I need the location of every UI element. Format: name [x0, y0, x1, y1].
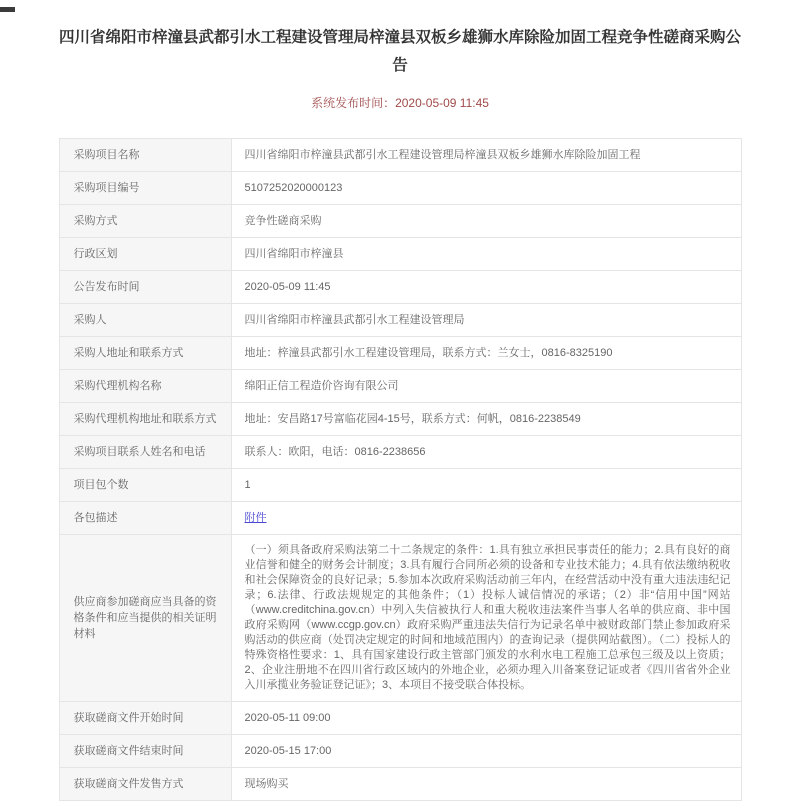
- table-row: [59, 271, 741, 304]
- publish-time-label: 系统发布时间：: [311, 96, 396, 110]
- publish-time-line: [0, 94, 800, 111]
- attachment-link[interactable]: 附件: [244, 512, 267, 524]
- row-label-doc-acquire-end: 获取磋商文件结束时间: [59, 735, 231, 768]
- table-row: [59, 304, 741, 337]
- corner-artifact-mark: [0, 7, 15, 12]
- row-label-purchaser-contact: 采购人地址和联系方式: [59, 337, 231, 370]
- row-value-project-name: 四川省绵阳市梓潼县武都引水工程建设管理局梓潼县双板乡雄狮水库除险加固工程: [231, 139, 741, 172]
- table-row: [59, 436, 741, 469]
- table-row: [59, 768, 741, 801]
- row-value-admin-region: 四川省绵阳市梓潼县: [231, 238, 741, 271]
- table-row: [59, 172, 741, 205]
- row-value-purchaser: 四川省绵阳市梓潼县武都引水工程建设管理局: [231, 304, 741, 337]
- row-label-supplier-qualification: 供应商参加磋商应当具备的资格条件和应当提供的相关证明材料: [59, 535, 231, 702]
- table-row: [59, 502, 741, 535]
- row-label-procurement-method: 采购方式: [59, 205, 231, 238]
- row-label-package-count: 项目包个数: [59, 469, 231, 502]
- table-row: [59, 337, 741, 370]
- row-value-project-number: 5107252020000123: [231, 172, 741, 205]
- row-value-doc-acquire-start: 2020-05-11 09:00: [231, 702, 741, 735]
- row-label-agency-name: 采购代理机构名称: [59, 370, 231, 403]
- announcement-info-table: [59, 138, 742, 801]
- table-row: [59, 403, 741, 436]
- row-value-agency-name: 绵阳正信工程造价咨询有限公司: [231, 370, 741, 403]
- table-row: [59, 469, 741, 502]
- row-label-project-name: 采购项目名称: [59, 139, 231, 172]
- row-label-project-number: 采购项目编号: [59, 172, 231, 205]
- row-label-doc-sale-method: 获取磋商文件发售方式: [59, 768, 231, 801]
- row-value-announce-time: 2020-05-09 11:45: [231, 271, 741, 304]
- table-row: [59, 238, 741, 271]
- row-value-doc-sale-method: 现场购买: [231, 768, 741, 801]
- row-label-admin-region: 行政区划: [59, 238, 231, 271]
- table-row: [59, 702, 741, 735]
- row-value-purchaser-contact: 地址：梓潼县武都引水工程建设管理局，联系方式：兰女士，0816-8325190: [231, 337, 741, 370]
- table-row: [59, 735, 741, 768]
- row-value-procurement-method: 竞争性磋商采购: [231, 205, 741, 238]
- row-label-doc-acquire-start: 获取磋商文件开始时间: [59, 702, 231, 735]
- row-label-announce-time: 公告发布时间: [59, 271, 231, 304]
- row-label-project-contact: 采购项目联系人姓名和电话: [59, 436, 231, 469]
- row-label-agency-contact: 采购代理机构地址和联系方式: [59, 403, 231, 436]
- table-row: [59, 139, 741, 172]
- row-value-project-contact: 联系人：欧阳，电话：0816-2238656: [231, 436, 741, 469]
- row-label-package-description: 各包描述: [59, 502, 231, 535]
- row-value-supplier-qualification: （一）须具备政府采购法第二十二条规定的条件：1.具有独立承担民事责任的能力；2.具有良好的商业信誉和健全的财务会计制度；3.具有履行合同所必须的设备和专业技术能力；4.具有依法缴纳税收和社会保障资金的良好记录；5.参加本次政府采购活动前三年内，在经营活动中没有重大违法违纪记录；6.法律、行政法规规定的其他条件；（1）投标人诚信情况的承诺；（2）非“信用中国”网站（www.creditchina.gov.cn）中列入失信被执行人和重大税收违法案件当事人名单的供应商、非中国政府采购网（www.ccgp.gov.cn）政府采购严重违法失信行为记录名单中被财政部门禁止参加政府采购活动的供应商（处罚决定规定的时间和地域范围内）的查询记录（提供网站截图）。（二）投标人的特殊资格性要求：1、具有国家建设行政主管部门颁发的水利水电工程施工总承包三级及以上资质；2、企业注册地不在四川省行政区域内的外地企业，必须办理入川备案登记证或者《四川省省外企业入川承揽业务验证登记证》；3、本项目不接受联合体投标。: [231, 535, 741, 702]
- publish-time-value: 2020-05-09 11:45: [395, 96, 489, 110]
- row-value-doc-acquire-end: 2020-05-15 17:00: [231, 735, 741, 768]
- table-row: [59, 370, 741, 403]
- row-label-purchaser: 采购人: [59, 304, 231, 337]
- row-value-package-description: [231, 502, 741, 535]
- row-value-package-count: 1: [231, 469, 741, 502]
- table-row: [59, 205, 741, 238]
- row-value-agency-contact: 地址：安昌路17号富临花园4-15号，联系方式：何帆，0816-2238549: [231, 403, 741, 436]
- table-row: [59, 535, 741, 702]
- page-title: 四川省绵阳市梓潼县武都引水工程建设管理局梓潼县双板乡雄狮水库除险加固工程竞争性磋商采购公告: [58, 29, 741, 74]
